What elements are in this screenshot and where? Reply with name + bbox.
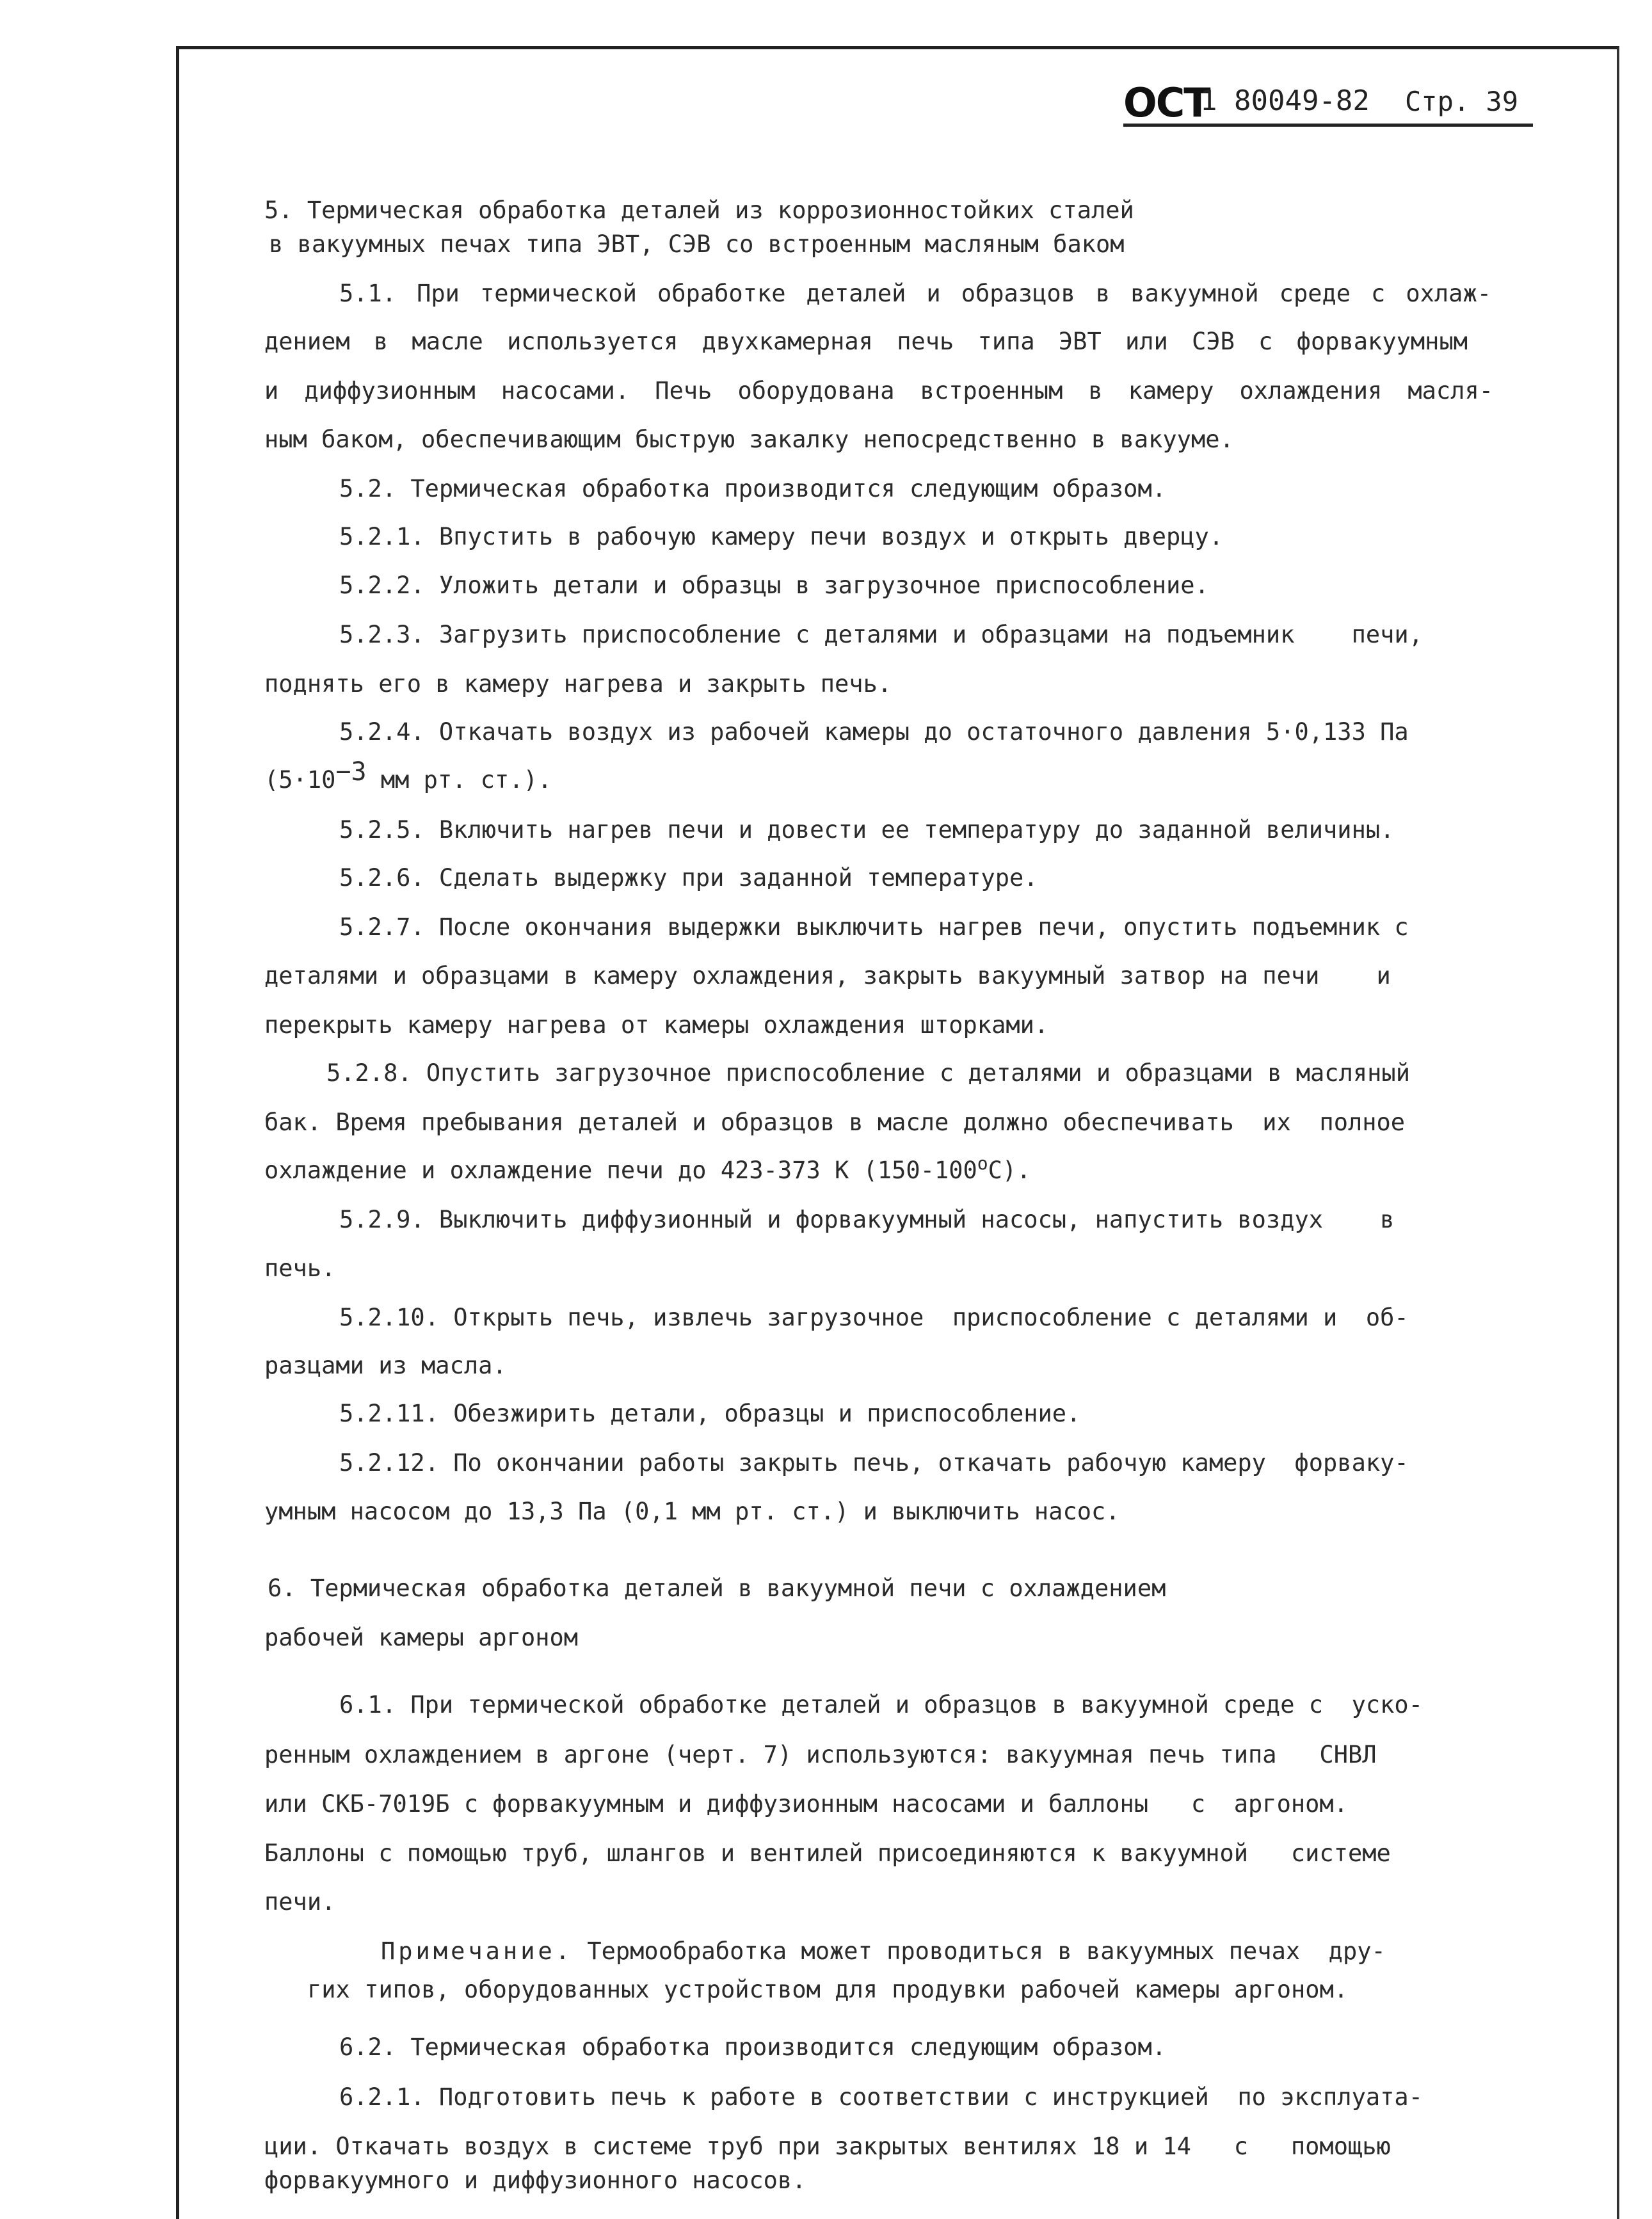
paragraph-line: умным насосом до 13,3 Па (0,1 мм рт. ст.) и выключить насос.	[264, 1498, 1120, 1525]
section-5-title: в вакуумных печах типа ЭВТ, СЭВ со встроенным масляным баком	[269, 230, 1125, 258]
paragraph-line: ренным охлаждением в аргоне (черт. 7) используются: вакуумная печь типа СНВЛ	[264, 1741, 1377, 1768]
note-label: Примечание.	[381, 1937, 573, 1965]
header-underline	[1123, 124, 1533, 127]
paragraph-line: или СКБ-7019Б с форвакуумным и диффузионным насосами и баллоны с аргоном.	[264, 1790, 1348, 1818]
paragraph-line: разцами из масла.	[264, 1352, 507, 1379]
paragraph-line: 5.2.7. После окончания выдержки выключить нагрев печи, опустить подъемник с	[339, 913, 1409, 941]
page-header	[1123, 76, 1533, 127]
paragraph-line: печи.	[264, 1888, 336, 1916]
paragraph-line: ным баком, обеспечивающим быструю закалку непосредственно в вакууме.	[264, 426, 1234, 453]
paragraph-line: дением в масле используется двухкамерная печь типа ЭВТ или СЭВ с форвакуумным	[264, 328, 1468, 355]
paragraph-line: 5.2.9. Выключить диффузионный и форвакуумный насосы, напустить воздух в	[339, 1206, 1395, 1233]
paragraph-line: поднять его в камеру нагрева и закрыть печь.	[264, 670, 892, 698]
standard-number: 1 80049-82	[1200, 84, 1370, 117]
paragraph-line	[264, 757, 552, 794]
formula-exponent: −3	[335, 757, 367, 787]
standard-label: ОСТ	[1123, 79, 1210, 126]
section-5-title: 5. Термическая обработка деталей из коррозионностойких сталей	[264, 196, 1134, 224]
paragraph-line: 5.2.11. Обезжирить детали, образцы и приспособление.	[339, 1400, 1081, 1427]
paragraph-line: и диффузионным насосами. Печь оборудована встроенным в камеру охлаждения масля-	[264, 377, 1493, 405]
paragraph-line: Баллоны с помощью труб, шлангов и вентилей присоединяются к вакуумной системе	[264, 1839, 1391, 1867]
page-number: Стр. 39	[1405, 86, 1519, 117]
degree-sign: o	[977, 1153, 988, 1174]
paragraph-line: бак. Время пребывания деталей и образцов в масле должно обеспечивать их полное	[264, 1109, 1406, 1136]
paragraph-line: форвакуумного и диффузионного насосов.	[264, 2167, 806, 2194]
temperature-unit: С).	[988, 1157, 1031, 1184]
formula-unit: мм рт. ст.).	[366, 766, 552, 794]
paragraph-line: 5.2.2. Уложить детали и образцы в загрузочное приспособление.	[339, 572, 1209, 599]
formula-base: (5·10	[264, 766, 336, 794]
paragraph-line	[264, 1153, 1031, 1184]
paragraph-line: 5.2.10. Открыть печь, извлечь загрузочное приспособление с деталями и об-	[339, 1304, 1409, 1331]
paragraph-line: перекрыть камеру нагрева от камеры охлаждения шторками.	[264, 1011, 1049, 1039]
paragraph-line: 5.2.8. Опустить загрузочное приспособление с деталями и образцами в масляный	[326, 1059, 1410, 1087]
paragraph-line: 5.2.3. Загрузить приспособление с деталями и образцами на подъемник печи,	[339, 621, 1423, 648]
paragraph-line: печь.	[264, 1254, 336, 1282]
section-6-title: рабочей камеры аргоном	[264, 1624, 579, 1651]
paragraph-line: 5.2.5. Включить нагрев печи и довести ее температуру до заданной величины.	[339, 816, 1395, 844]
paragraph-line: 5.2. Термическая обработка производится следующим образом.	[339, 475, 1167, 502]
paragraph-line: 5.2.1. Впустить в рабочую камеру печи воздух и открыть дверцу.	[339, 523, 1224, 550]
paragraph-line: ции. Откачать воздух в системе труб при закрытых вентилях 18 и 14 с помощью	[264, 2133, 1391, 2160]
paragraph-line: 6.1. При термической обработке деталей и образцов в вакуумной среде с уско-	[339, 1691, 1423, 1718]
paragraph-line: 5.2.4. Откачать воздух из рабочей камеры до остаточного давления 5·0,133 Па	[339, 718, 1409, 746]
paragraph-line: 5.2.12. По окончании работы закрыть печь, откачать рабочую камеру форваку-	[339, 1449, 1409, 1477]
paragraph-line: 5.2.6. Сделать выдержку при заданной температуре.	[339, 864, 1038, 892]
paragraph-line: 6.2. Термическая обработка производится следующим образом.	[339, 2033, 1167, 2061]
paragraph-line: деталями и образцами в камеру охлаждения, закрыть вакуумный затвор на печи и	[264, 962, 1391, 989]
note-text: Термообработка может проводиться в вакуумных печах дру-	[573, 1937, 1386, 1965]
paragraph-line: 5.1. При термической обработке деталей и образцов в вакуумной среде с охлаж-	[339, 280, 1491, 307]
section-6-title: 6. Термическая обработка деталей в вакуумной печи с охлаждением	[268, 1574, 1166, 1602]
note-line	[381, 1939, 1386, 1963]
temperature-text: охлаждение и охлаждение печи до 423-373 К (150-100	[264, 1157, 977, 1184]
note-line: гих типов, оборудованных устройством для продувки рабочей камеры аргоном.	[307, 1976, 1349, 2003]
paragraph-line: 6.2.1. Подготовить печь к работе в соответствии с инструкцией по эксплуата-	[339, 2083, 1423, 2111]
